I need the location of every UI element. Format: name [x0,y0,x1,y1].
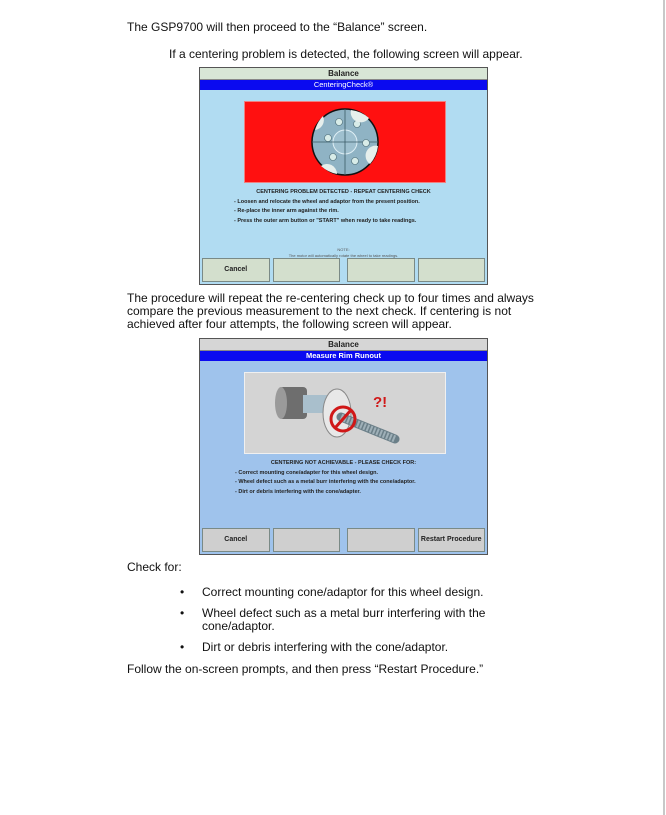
alert-illustration [244,101,446,183]
follow-prompts-text: Follow the on-screen prompts, and then press “Restart Procedure.” [127,662,484,676]
softkey-row [202,258,485,282]
wheel-adaptor-icon [245,102,445,182]
message-line: - Correct mounting cone/adapter for this wheel design. [235,469,379,476]
cone-illustration [244,372,446,454]
repeat-procedure-text: The procedure will repeat the re-centering check up to four times and always compare the previous measurement to the next check. If centering is not achieved after four attempts, the following screen will appear. [127,291,534,331]
softkey-3-button[interactable] [347,258,415,282]
message-line: - Press the outer arm button or "START" when ready to take readings. [234,217,417,224]
list-item [180,641,500,654]
centering-problem-message [200,188,487,226]
screen-subtitle: Measure Rim Runout [200,351,487,361]
softkey-row [202,528,485,552]
list-item [180,586,500,599]
prohibited-cone-shaft-icon [245,373,445,453]
check-for-label: Check for: [127,560,182,574]
note-text: The motor will automatically rotate the wheel to take readings. [288,253,399,258]
softkey-3-button[interactable] [347,528,415,552]
message-line: - Wheel defect such as a metal burr interfering with the cone/adaptor. [235,479,416,485]
message-heading: CENTERING PROBLEM DETECTED - REPEAT CENTERING CHECK [256,189,431,195]
cancel-button[interactable]: Cancel [202,258,270,282]
restart-procedure-button[interactable]: Restart Procedure [418,528,486,552]
list-item [180,607,500,633]
bullet-icon: • [180,606,185,620]
intro-text: The GSP9700 will then proceed to the “Balance” screen. [127,20,428,34]
centering-not-achievable-message [200,459,487,497]
list-item-text: Correct mounting cone/adaptor for this wheel design. [202,585,484,599]
message-line: - Loosen and relocate the wheel and adaptor from the present position. [234,198,420,205]
message-line: - Re-place the inner arm against the rim. [234,208,339,214]
cancel-button[interactable]: Cancel [202,528,270,552]
lead-text: If a centering problem is detected, the following screen will appear. [169,47,523,61]
softkey-2-button[interactable] [273,528,341,552]
rim-runout-screenshot [199,338,488,555]
page-edge [663,0,665,815]
screen-subtitle: CenteringCheck® [200,80,487,90]
bullet-icon: • [180,585,185,599]
message-heading: CENTERING NOT ACHIEVABLE - PLEASE CHECK FOR: [270,460,417,466]
note-label: NOTE: [337,247,350,252]
softkey-2-button[interactable] [273,258,341,282]
alert-mark: ?! [373,394,388,411]
check-list [180,586,500,662]
screen-title: Balance [200,68,487,80]
screen-title: Balance [200,339,487,351]
softkey-4-button[interactable] [418,258,486,282]
list-item-text: Wheel defect such as a metal burr interfering with the cone/adaptor. [202,606,486,633]
list-item-text: Dirt or debris interfering with the cone/adaptor. [202,640,449,654]
centering-check-screenshot [199,67,488,285]
bullet-icon: • [180,640,185,654]
message-line: - Dirt or debris interfering with the cone/adapter. [235,488,361,495]
